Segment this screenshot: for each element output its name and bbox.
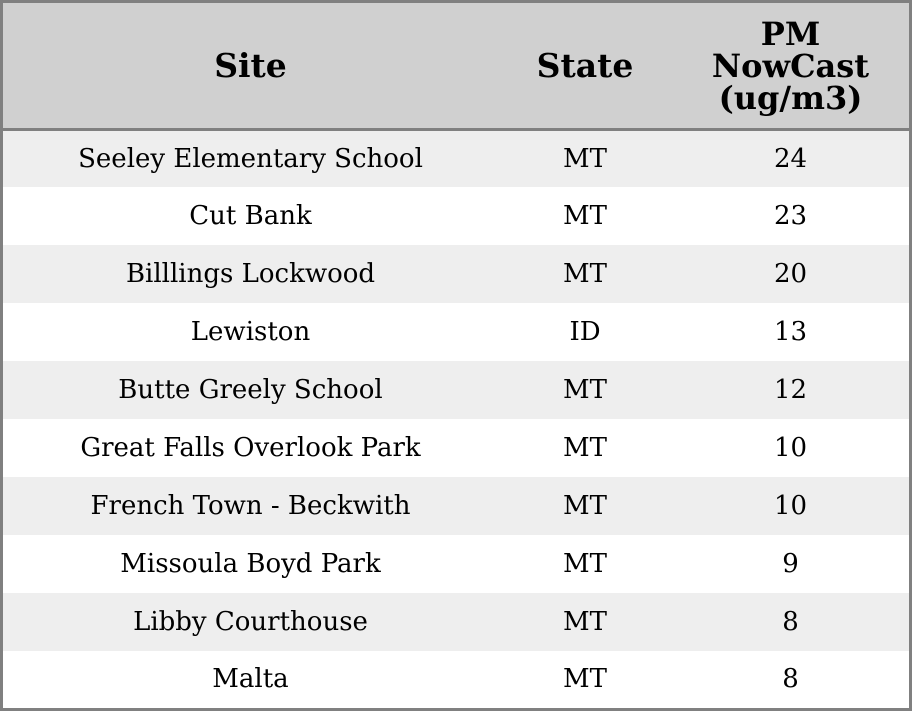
column-header-site: Site (3, 3, 498, 130)
column-header-pm-line-2: NowCast (711, 46, 870, 85)
header-row (3, 3, 909, 130)
cell-state: MT (498, 187, 672, 245)
cell-pm-nowcast: 20 (672, 245, 909, 303)
table-row (3, 535, 909, 593)
cell-pm-nowcast: 23 (672, 187, 909, 245)
table-row (3, 361, 909, 419)
cell-state: MT (498, 130, 672, 188)
table-row (3, 187, 909, 245)
table-row (3, 477, 909, 535)
cell-state: MT (498, 245, 672, 303)
cell-pm-nowcast: 10 (672, 477, 909, 535)
cell-site: Libby Courthouse (3, 593, 498, 651)
cell-pm-nowcast: 12 (672, 361, 909, 419)
cell-site: Lewiston (3, 303, 498, 361)
cell-site: Butte Greely School (3, 361, 498, 419)
cell-site: Seeley Elementary School (3, 130, 498, 188)
table-body (3, 130, 909, 708)
cell-site: Malta (3, 651, 498, 707)
cell-pm-nowcast: 8 (672, 593, 909, 651)
column-header-pm-line-1: PM (760, 14, 821, 53)
cell-pm-nowcast: 24 (672, 130, 909, 188)
table-row (3, 651, 909, 707)
column-header-pm-line-3: (ug/m3) (718, 78, 863, 117)
cell-state: MT (498, 535, 672, 593)
table-row (3, 303, 909, 361)
pm-nowcast-table (3, 3, 909, 707)
column-header-state: State (498, 3, 672, 130)
cell-state: MT (498, 361, 672, 419)
cell-pm-nowcast: 8 (672, 651, 909, 707)
table-header (3, 3, 909, 130)
cell-site: Missoula Boyd Park (3, 535, 498, 593)
table-row (3, 130, 909, 188)
cell-site: Cut Bank (3, 187, 498, 245)
cell-state: MT (498, 477, 672, 535)
table-row (3, 245, 909, 303)
cell-state: ID (498, 303, 672, 361)
cell-pm-nowcast: 13 (672, 303, 909, 361)
cell-site: Great Falls Overlook Park (3, 419, 498, 477)
cell-state: MT (498, 593, 672, 651)
cell-pm-nowcast: 9 (672, 535, 909, 593)
cell-state: MT (498, 419, 672, 477)
cell-pm-nowcast: 10 (672, 419, 909, 477)
cell-site: French Town - Beckwith (3, 477, 498, 535)
cell-state: MT (498, 651, 672, 707)
column-header-pm-nowcast (672, 3, 909, 130)
table-row (3, 419, 909, 477)
table-row (3, 593, 909, 651)
cell-site: Billlings Lockwood (3, 245, 498, 303)
